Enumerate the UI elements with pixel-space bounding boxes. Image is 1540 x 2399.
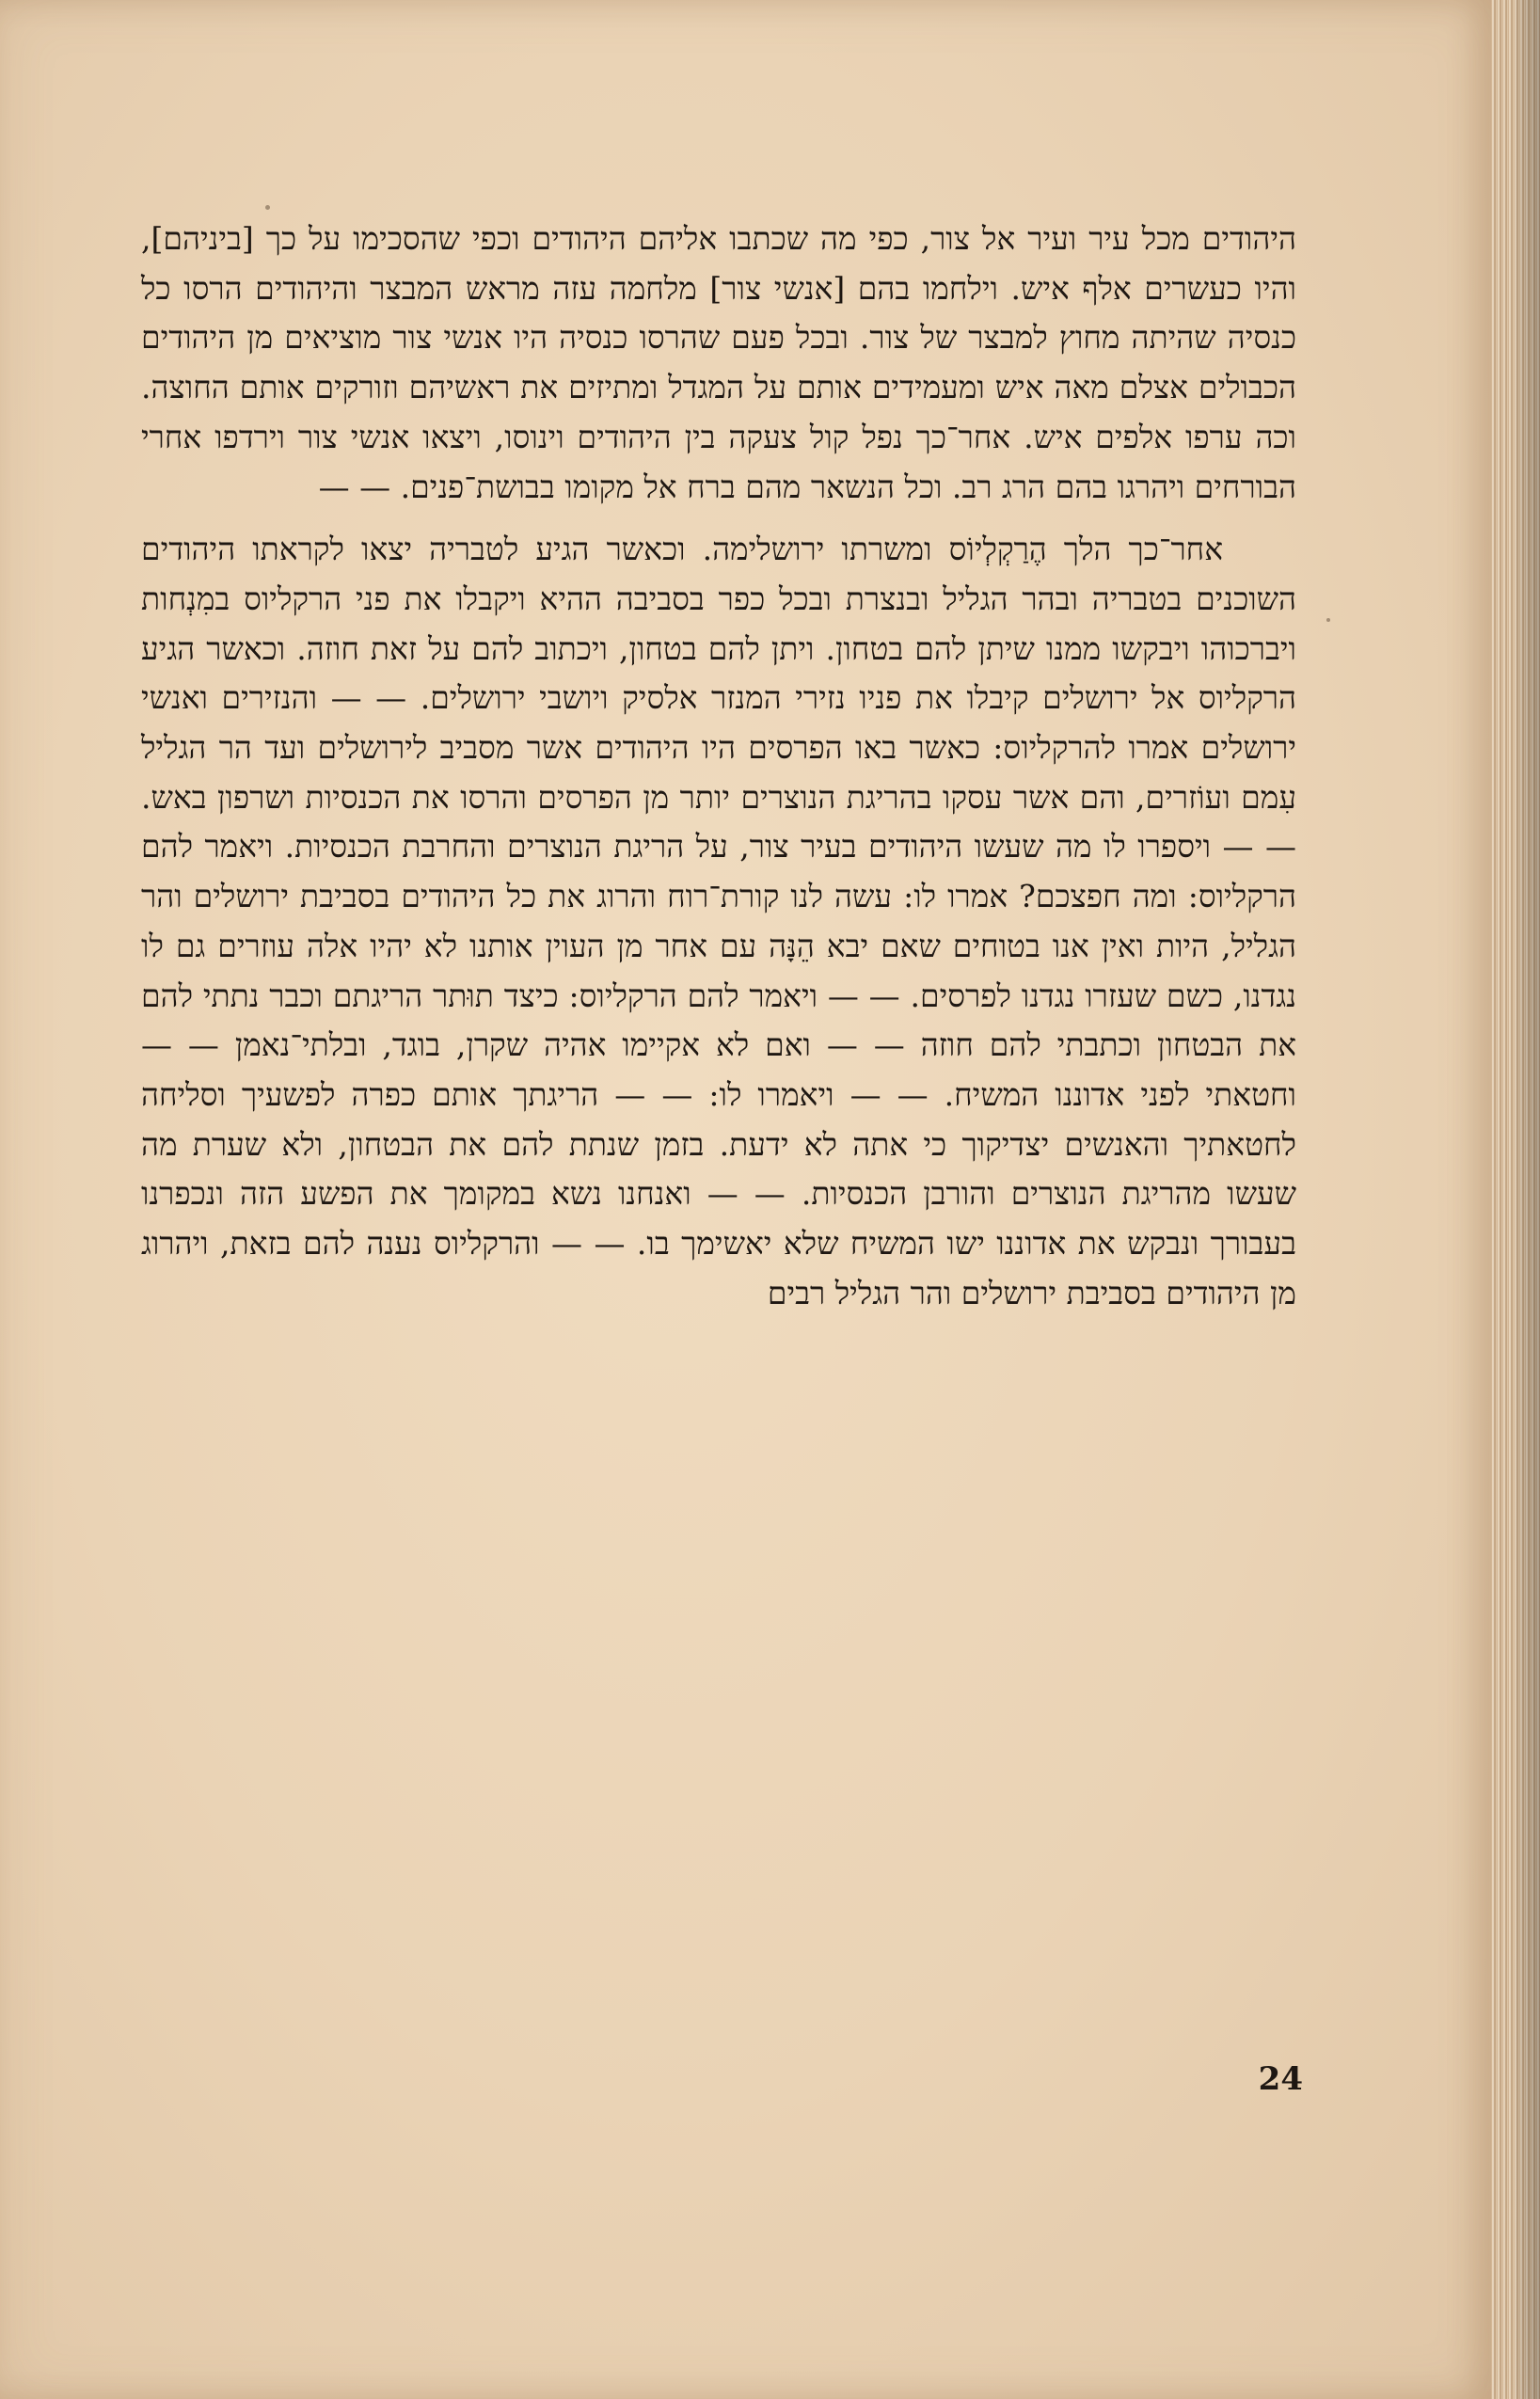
paragraph: היהודים מכל עיר ועיר אל צור, כפי מה שכתבו אליהם היהודים וכפי שהסכימו על כך [ביניהם], והיו כעשרים אלף איש. וילחמו בהם [אנשי צור] מלחמה עזה מראש המבצר והיהודים הרסו כל כנסיה שהיתה מחוץ למבצר של צור. ובכל פעם שהרסו כנסיה היו אנשי צור מוציאים מן היהודים הכבולים אצלם מאה איש ומעמידים אותם על המגדל ומתיזים את ראשיהם וזורקים אותם החוצה. וכה ערפו אלפים איש. אחר־כך נפל קול צעקה בין היהודים וינוסו, ויצאו אנשי צור וירדפו אחרי הבורחים ויהרגו בהם הרג רב. וכל הנשאר מהם ברח אל מקומו בבושת־פנים. — —: [141, 220, 1296, 505]
body-text: [141, 214, 1296, 1318]
paper-speck: [265, 205, 270, 210]
paragraph: אחר־כך הלך הֶרַקְלְיוֹס ומשרתו ירושלימה. וכאשר הגיע לטבריה יצאו לקראתו היהודים השוכנים בטבריה ובהר הגליל ובנצרת ובכל כפר בסביבה ההיא ויקבלו את פני הרקליוס במִנְחות ויברכוהו ויבקשו ממנו שיתן להם בטחון. ויתן להם בטחון, ויכתוב להם על זאת חוזה. וכאשר הגיע הרקליוס אל ירושלים קיבלו את פניו נזירי המנזר אלסיק ויושבי ירושלים. — — והנזירים ואנשי ירושלים אמרו להרקליוס: כאשר באו הפרסים היו היהודים אשר מסביב לירושלים ועד הר הגליל עִמם ועוֹזרים, והם אשר עסקו בהריגת הנוצרים יותר מן הפרסים והרסו את הכנסיות ושרפון באש. — — ויספרו לו מה שעשו היהודים בעיר צור, על הריגת הנוצרים והחרבת הכנסיות. ויאמר להם הרקליוס: ומה חפצכם? אמרו לו: עשה לנו קורת־רוח והרוג את כל היהודים בסביבת ירושלים והר הגליל, היות ואין אנו בטוחים שאם יבא הֵנָּה עם אחר מן העוין אותנו לא יהיו אלה עוזרים גם לו נגדנו, כשם שעזרו נגדנו לפרסים. — — ויאמר להם הרקליוס: כיצד תוּתר הריגתם וכבר נתתי להם את הבטחון וכתבתי להם חוזה — — ואם לא אקיימו אהיה שקרן, בוגד, ובלתי־נאמן — — וחטאתי לפני אדוננו המשיח. — — ויאמרו לו: — — הריגתך אותם כפרה לפשעיך וסליחה לחטאתיך והאנשים יצדיקוך כי אתה לא ידעת. בזמן שנתת להם את הבטחון, ולא שערת מה שעשו מהריגת הנוצרים והורבן הכנסיות. — — ואנחנו נשא במקומך את הפשע הזה ונכפרנו בעבורך ונבקש את אדוננו ישו המשיח שלא יאשימך בו. — — והרקליוס נענה להם בזאת, ויהרוג מן היהודים בסביבת ירושלים והר הגליל רבים: [141, 531, 1296, 1311]
page-number: 24: [1258, 2060, 1303, 2098]
paper-speck: [1326, 618, 1330, 622]
book-page-edges: [1491, 0, 1540, 2399]
